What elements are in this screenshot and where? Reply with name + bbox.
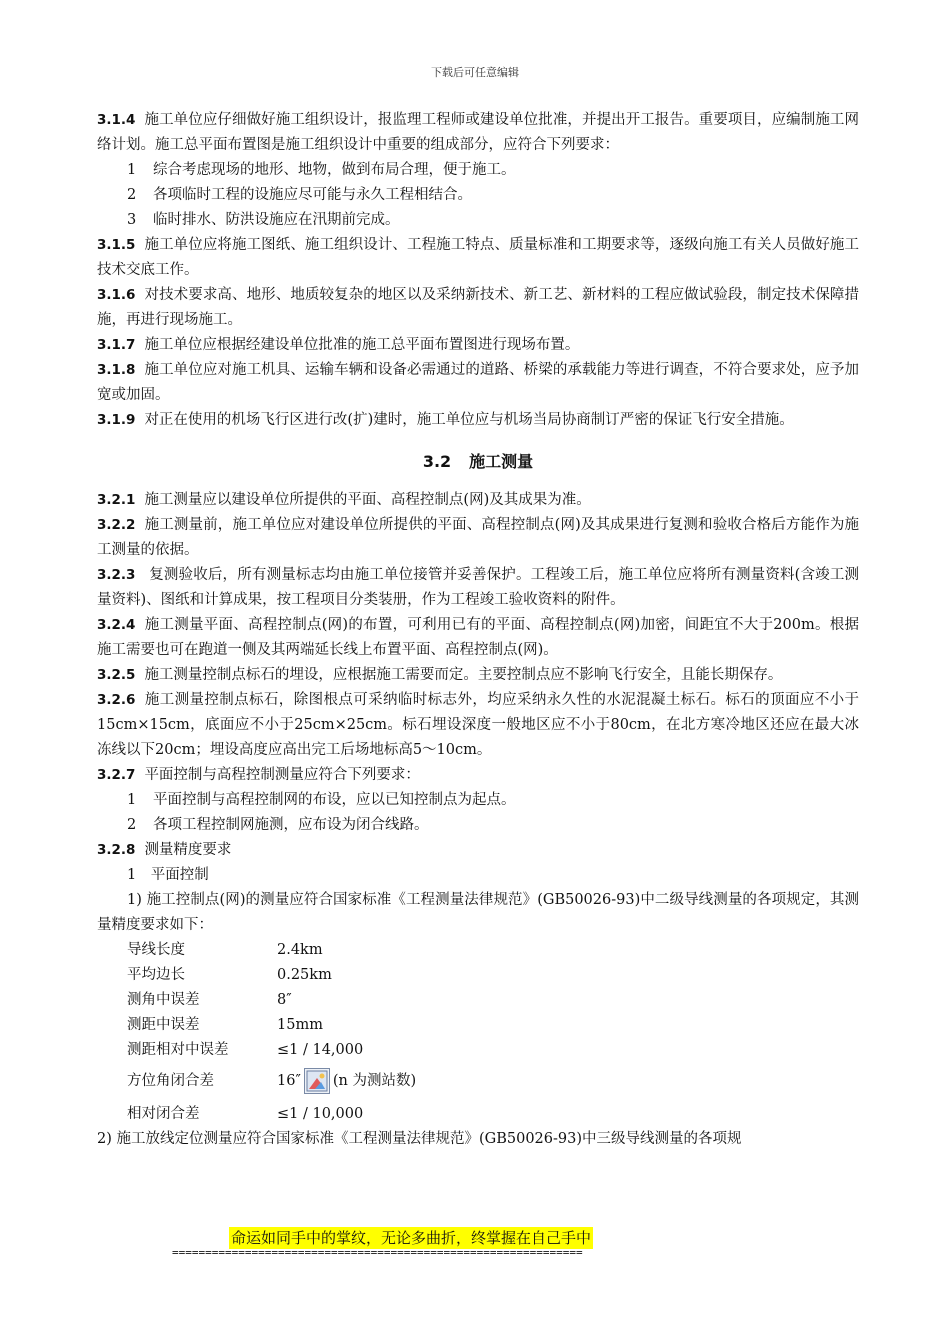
clause-number: 3.1.9 — [97, 412, 136, 428]
footer-divider: ============================================================== — [172, 1246, 583, 1259]
list-item — [97, 183, 859, 208]
clause-number: 3.2.6 — [97, 692, 136, 708]
spec-key: 导线长度 — [127, 942, 185, 958]
clause-3-1-4 — [97, 108, 859, 158]
subclause-text — [97, 888, 859, 938]
clause-number: 3.2.8 — [97, 842, 136, 858]
spec-row — [97, 988, 859, 1013]
clause-text: 测量精度要求 — [144, 842, 232, 858]
spec-key: 方位角闭合差 — [127, 1073, 214, 1089]
clause-text: 平面控制与高程控制测量应符合下列要求： — [144, 767, 420, 783]
spec-row — [97, 1102, 859, 1127]
spec-key: 平均边长 — [127, 967, 185, 983]
clause-text: 施工测量平面、高程控制点(网)的布置，可利用已有的平面、高程控制点(网)加密，间距宜不大于200m。根据施工需要也可在跑道一侧及其两端延长线上布置平面、高程控制点(网)。 — [97, 617, 859, 658]
spec-key: 测距相对中误差 — [127, 1042, 229, 1058]
clause-text: 施工测量前，施工单位应对建设单位所提供的平面、高程控制点(网)及其成果进行复测和验收合格后方能作为施工测量的依据。 — [97, 517, 859, 558]
list-text: 临时排水、防洪设施应在汛期前完成。 — [153, 212, 400, 228]
clause-number: 3.2.7 — [97, 767, 136, 783]
subclause-body: 2) 施工放线定位测量应符合国家标准《工程测量法律规范》(GB50026-93)中三级导线测量的各项规 — [97, 1131, 742, 1147]
clause-text: 施工测量控制点标石的埋设，应根据施工需要而定。主要控制点应不影响飞行安全，且能长期保存。 — [144, 667, 783, 683]
spec-row-azimuth — [97, 1063, 859, 1098]
spec-value — [277, 1065, 416, 1098]
list-number: 2 — [127, 187, 137, 203]
clause-text: 施工测量应以建设单位所提供的平面、高程控制点(网)及其成果为准。 — [144, 492, 591, 508]
list-item — [97, 788, 859, 813]
clause-text: 施工测量控制点标石，除图根点可采纳临时标志外，均应采纳永久性的水泥混凝土标石。标石的顶面应不小于15cm×15cm，底面应不小于25cm×25cm。标石埋设深度一般地区应不小于80cm，在北方寒冷地区还应在最大冰冻线以下20cm；埋设高度应高出完工后场地标高5～10cm。 — [97, 692, 859, 758]
clause-3-1-6 — [97, 283, 859, 333]
clause-3-2-5 — [97, 663, 859, 688]
clause-3-1-8 — [97, 358, 859, 408]
spec-key: 测距中误差 — [127, 1017, 200, 1033]
section-title: 施工测量 — [469, 452, 534, 471]
clause-number: 3.2.2 — [97, 517, 136, 533]
clause-number: 3.1.5 — [97, 237, 136, 253]
spec-value: ≤1 / 10,000 — [277, 1106, 364, 1122]
list-number: 1 — [127, 162, 137, 178]
clause-number: 3.2.4 — [97, 617, 136, 633]
spec-value: 0.25km — [277, 967, 332, 983]
subclause-text — [97, 1127, 859, 1152]
list-text: 平面控制与高程控制网的布设，应以已知控制点为起点。 — [153, 792, 516, 808]
clause-number: 3.2.3 — [97, 567, 136, 583]
clause-3-2-7 — [97, 763, 859, 788]
spec-key: 相对闭合差 — [127, 1106, 200, 1122]
list-item — [97, 158, 859, 183]
clause-3-2-6 — [97, 688, 859, 763]
spec-key: 测角中误差 — [127, 992, 200, 1008]
list-text: 各项临时工程的设施应尽可能与永久工程相结合。 — [153, 187, 472, 203]
list-number: 3 — [127, 212, 137, 228]
clause-3-2-1 — [97, 488, 859, 513]
spec-row — [97, 1038, 859, 1063]
formula-image-icon — [304, 1068, 330, 1094]
clause-text: 施工单位应将施工图纸、施工组织设计、工程施工特点、质量标准和工期要求等，逐级向施工有关人员做好施工技术交底工作。 — [97, 237, 859, 278]
list-number: 2 — [127, 817, 137, 833]
clause-number: 3.1.6 — [97, 287, 136, 303]
list-text: 各项工程控制网施测，应布设为闭合线路。 — [153, 817, 429, 833]
clause-3-1-7 — [97, 333, 859, 358]
section-heading — [97, 445, 859, 479]
clause-text: 对技术要求高、地形、地质较复杂的地区以及采纳新技术、新工艺、新材料的工程应做试验段，制定技术保障措施，再进行现场施工。 — [97, 287, 859, 328]
clause-number: 3.2.5 — [97, 667, 136, 683]
footer-motto: 命运如同手中的掌纹，无论多曲折，终掌握在自己手中 — [231, 1229, 592, 1247]
spec-row — [97, 1013, 859, 1038]
clause-text: 施工单位应对施工机具、运输车辆和设备必需通过的道路、桥梁的承载能力等进行调查，不符合要求处，应予加宽或加固。 — [97, 362, 859, 403]
subclause-heading: 1 平面控制 — [127, 867, 209, 883]
clause-text: 复测验收后，所有测量标志均由施工单位接管并妥善保护。工程竣工后，施工单位应将所有测量资料(含竣工测量资料)、图纸和计算成果，按工程项目分类装册，作为工程竣工验收资料的附件。 — [97, 567, 859, 608]
clause-number: 3.1.4 — [97, 112, 136, 128]
section-number: 3.2 — [422, 452, 452, 471]
page-header: 下载后可任意编辑 — [431, 66, 519, 79]
document-body — [97, 108, 859, 1152]
clause-number: 3.2.1 — [97, 492, 136, 508]
clause-3-1-5 — [97, 233, 859, 283]
subclause-body: 1) 施工控制点(网)的测量应符合国家标准《工程测量法律规范》(GB50026-93)中二级导线测量的各项规定，其测量精度要求如下： — [97, 892, 859, 933]
azimuth-value: 16″ — [277, 1073, 301, 1089]
spec-value: ≤1 / 14,000 — [277, 1042, 364, 1058]
clause-3-2-3 — [97, 563, 859, 613]
spec-value: 15mm — [277, 1017, 323, 1033]
clause-3-2-4 — [97, 613, 859, 663]
spec-row — [97, 963, 859, 988]
list-item — [97, 813, 859, 838]
azimuth-note: (n 为测站数) — [332, 1073, 417, 1089]
list-item — [97, 208, 859, 233]
clause-text: 施工单位应仔细做好施工组织设计，报监理工程师或建设单位批准，并提出开工报告。重要项目，应编制施工网络计划。施工总平面布置图是施工组织设计中重要的组成部分，应符合下列要求： — [97, 112, 859, 153]
clause-text: 对正在使用的机场飞行区进行改(扩)建时，施工单位应与机场当局协商制订严密的保证飞行安全措施。 — [144, 412, 794, 428]
list-number: 1 — [127, 792, 137, 808]
clause-3-2-2 — [97, 513, 859, 563]
spec-row — [97, 938, 859, 963]
clause-number: 3.1.7 — [97, 337, 136, 353]
clause-3-2-8 — [97, 838, 859, 863]
clause-number: 3.1.8 — [97, 362, 136, 378]
spec-value: 2.4km — [277, 942, 323, 958]
list-text: 综合考虑现场的地形、地物，做到布局合理，便于施工。 — [153, 162, 516, 178]
spec-value: 8″ — [277, 992, 292, 1008]
clause-text: 施工单位应根据经建设单位批准的施工总平面布置图进行现场布置。 — [144, 337, 580, 353]
clause-3-1-9 — [97, 408, 859, 433]
